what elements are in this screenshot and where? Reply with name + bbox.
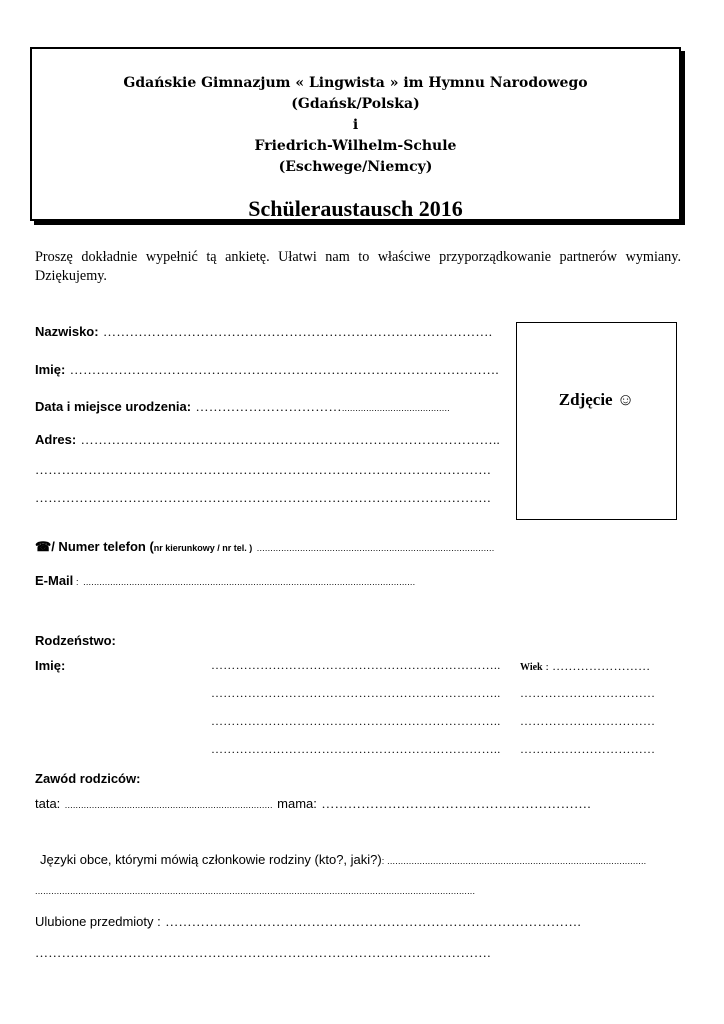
phone-icon: ☎ <box>35 539 52 554</box>
nazwisko-field[interactable] <box>35 323 492 341</box>
wiek-dots: …………………… <box>552 659 651 673</box>
telefon-field[interactable] <box>35 538 494 556</box>
sibling-name-4[interactable]: …………………………………………………………….. <box>211 742 501 756</box>
telefon-dots: ........................................................................................ <box>256 543 495 553</box>
sibling-name-3[interactable]: …………………………………………………………….. <box>211 714 501 728</box>
school-name: Gdańskie Gimnazjum « Lingwista » im Hymnu Narodowego <box>123 75 588 91</box>
languages-line-2[interactable]: ................................................................................................................................................................... <box>35 886 476 896</box>
imie-field[interactable] <box>35 361 499 379</box>
email-colon: : <box>73 577 79 587</box>
birth-field[interactable] <box>35 398 450 416</box>
sibling-age-2[interactable]: …………………………… <box>520 686 656 700</box>
tata-dots: ............................................................................. <box>64 800 273 810</box>
parents-title: Zawód rodziców: <box>35 771 141 786</box>
mama-dots: ……………………………………………………. <box>321 796 591 811</box>
partner-school-location: (Eschwege/Niemcy) <box>278 159 433 175</box>
header-and: i <box>352 117 359 133</box>
languages-dots: ................................................................................................ <box>387 856 647 866</box>
email-field[interactable] <box>35 572 415 590</box>
sibling-name-1[interactable]: …………………………………………………………….. <box>211 658 501 672</box>
sibling-age-4[interactable]: …………………………… <box>520 742 656 756</box>
siblings-title: Rodzeństwo: <box>35 633 116 648</box>
header-box <box>30 47 681 221</box>
birth-dots: …………………………… <box>195 399 342 414</box>
sibling-age-3[interactable]: …………………………… <box>520 714 656 728</box>
mama-label: mama: <box>277 796 317 811</box>
subjects-line-2[interactable]: …………………………………………………………………………………………. <box>35 945 491 960</box>
telefon-label: / Numer telefon ( <box>51 539 154 554</box>
page-title: Schüleraustausch 2016 <box>248 196 463 221</box>
photo-box[interactable] <box>516 322 677 520</box>
siblings-imie-label: Imię: <box>35 658 66 673</box>
parents-field[interactable] <box>35 795 591 813</box>
imie-label: Imię: <box>35 362 66 377</box>
sibling-name-2[interactable]: …………………………………………………………….. <box>211 686 501 700</box>
wiek-label: Wiek <box>520 662 543 673</box>
adres-line-2[interactable]: …………………………………………………………………………………………. <box>35 462 491 477</box>
email-label: E-Mail <box>35 573 74 588</box>
birth-dots-small: ........................................ <box>341 403 450 413</box>
languages-field[interactable]: Języki obce, którymi mówią członkowie rodziny (kto?, jaki?): ................................................................................................ <box>40 852 647 867</box>
school-location: (Gdańsk/Polska) <box>291 96 420 112</box>
birth-label: Data i miejsce urodzenia: <box>35 399 192 414</box>
tata-label: tata: <box>35 796 61 811</box>
photo-label: Zdjęcie ☺ <box>558 390 635 409</box>
nazwisko-dots: ……………………………………………………………………………. <box>103 324 493 339</box>
imie-dots: ……………………………………………………………………………………. <box>69 362 499 377</box>
subjects-label: Ulubione przedmioty : <box>35 914 161 929</box>
subjects-dots: …………………………………………………………………………………. <box>165 914 582 929</box>
adres-field[interactable] <box>35 431 500 449</box>
partner-school-name: Friedrich-Wilhelm-Schule <box>254 138 457 154</box>
adres-line-3[interactable]: …………………………………………………………………………………………. <box>35 490 491 505</box>
adres-label: Adres: <box>35 432 77 447</box>
languages-label: Języki obce, którymi mówią członkowie rodziny (kto?, jaki?) <box>40 852 382 867</box>
telefon-hint: nr kierunkowy / nr tel. ) <box>153 543 253 553</box>
intro-text: Proszę dokładnie wypełnić tą ankietę. Ułatwi nam to właściwe przyporządkowanie partnerów wymiany. Dziękujemy. <box>35 249 681 284</box>
smiley-icon: ☺ <box>616 390 635 409</box>
sibling-age-1[interactable]: Wiek : …………………… <box>520 659 651 673</box>
adres-dots: ………………………………………………………………………………….. <box>80 432 501 447</box>
subjects-field[interactable] <box>35 913 581 931</box>
nazwisko-label: Nazwisko: <box>35 324 99 339</box>
email-dots: ........................................................................................................................... <box>83 577 416 587</box>
